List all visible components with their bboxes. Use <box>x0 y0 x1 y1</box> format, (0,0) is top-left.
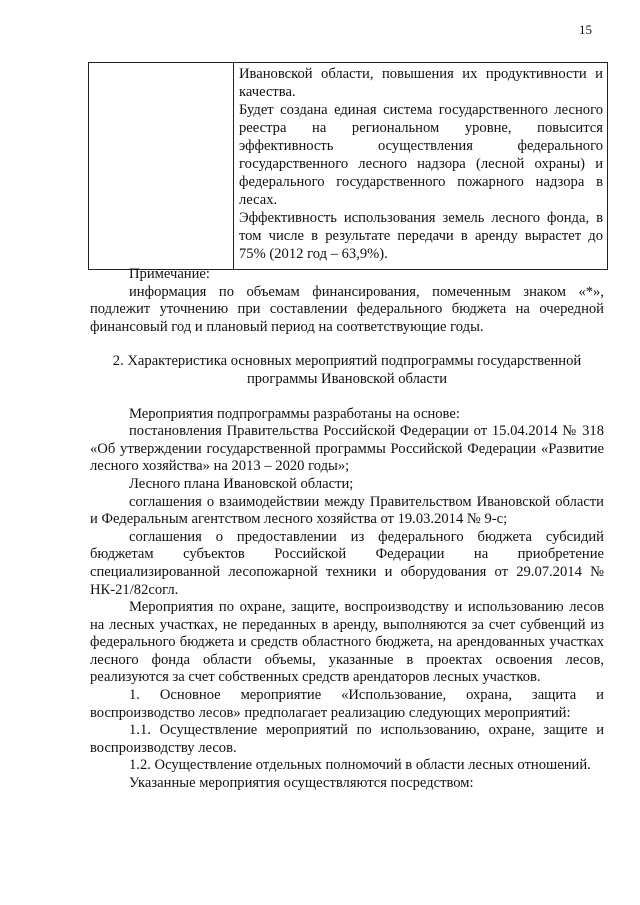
document-body <box>90 266 604 793</box>
table-cell-expected-results <box>234 63 608 270</box>
measure-1-2: 1.2. Осуществление отдельных полномочий в области лесных отношений. <box>129 757 591 774</box>
intro-paragraph: Мероприятия подпрограммы разработаны на основе: <box>129 405 460 422</box>
basis-item-3: соглашения о взаимодействии между Правительством Ивановской области и Федеральным агентством лесного хозяйства от 19.03.2014 № 9-с; <box>90 493 604 528</box>
table-cell-empty <box>89 63 234 270</box>
result-text-2: Будет создана единая система государственного лесного реестра на региональном уровне, повысится эффективность осуществления федерального государственного лесного надзора (лесной охраны) и федерального государственного пожарного надзора в лесах. <box>239 102 603 208</box>
note-label: Примечание: <box>129 266 210 282</box>
measures-paragraph: Мероприятия по охране, защите, воспроизводству и использованию лесов на лесных участках, не переданных в аренду, выполняются за счет субвенций из федерального бюджета и средств областного бюджета, на арендованных участках лесного фонда области объемы, указанные в проектах освоения лесов, реализуются за счет собственных средств арендаторов лесных участков. <box>90 599 604 686</box>
closing-paragraph: Указанные мероприятия осуществляются посредством: <box>129 775 474 792</box>
page-number: 15 <box>579 22 592 37</box>
basis-item-1: постановления Правительства Российской Федерации от 15.04.2014 № 318 «Об утверждении государственной программы Российской Федерации «Развитие лесного хозяйства» на 2013 – 2020 годы»; <box>90 423 604 475</box>
main-measure-1: 1. Основное мероприятие «Использование, охрана, защита и воспроизводство лесов» предполагает реализацию следующих мероприятий: <box>90 687 604 721</box>
result-text-3: Эффективность использования земель лесного фонда, в том числе в результате передачи в аренду вырастет до 75% (2012 год – 63,9%). <box>239 210 603 262</box>
note-text: информация по объемам финансирования, помеченным знаком «*», подлежит уточнению при составлении федерального бюджета на очередной финансовый год и плановый период на соответствующие годы. <box>90 283 604 335</box>
table-row <box>89 63 608 270</box>
basis-item-4: соглашения о предоставлении из федерального бюджета субсидий бюджетам субъектов Российской Федерации на приобретение специализированной лесопожарной техники и оборудования от 29.07.2014 № НК-21/82согл. <box>90 528 604 598</box>
continuation-table <box>88 62 608 270</box>
basis-item-2: Лесного плана Ивановской области; <box>129 475 354 492</box>
section-title: 2. Характеристика основных мероприятий подпрограммы государственной программы Ивановской области <box>112 353 582 387</box>
result-text-1: Ивановской области, повышения их продуктивности и качества. <box>239 66 603 100</box>
measure-1-1: 1.1. Осуществление мероприятий по использованию, охране, защите и воспроизводству лесов. <box>90 722 604 756</box>
